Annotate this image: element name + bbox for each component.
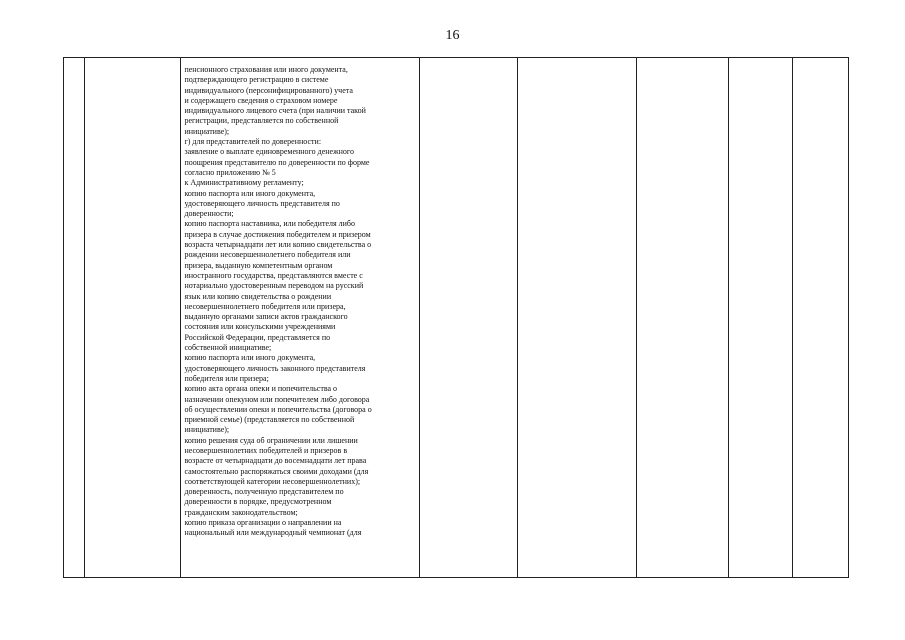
text-line: возраста четырнадцати лет или копию свидетельства о [184,240,372,250]
page-number: 16 [445,28,460,43]
text-line: согласно приложению № 5 [184,167,276,177]
text-line: подтверждающего регистрацию в системе [184,75,329,85]
text-line: соответствующей категории несовершеннолетних); [184,476,361,486]
text-line: самостоятельно распоряжаться своими доходами (для [184,466,369,476]
text-line: индивидуального лицевого счета (при наличии такой [184,106,366,116]
table-row [64,58,849,578]
text-line: доверенности; [184,209,234,219]
text-line: доверенности в порядке, предусмотренном [184,497,332,507]
text-line: призера, выданную компетентным органом [184,260,333,270]
text-line: копию акта органа опеки и попечительства о [184,384,338,394]
text-line: удостоверяющего личность законного представителя [184,363,366,373]
table-cell-6 [637,58,728,578]
text-line: г) для представителей по доверенности: [184,137,322,147]
text-line: возрасте от четырнадцати до восемнадцати лет права [184,456,367,466]
text-line: копию паспорта или иного документа, [184,188,316,198]
documents-list-cell [181,58,420,578]
text-line: копию паспорта или иного документа, [184,353,316,363]
text-line: выданную органами записи актов гражданского [184,312,348,322]
table-cell-7 [728,58,792,578]
text-line: копию решения суда об ограничении или лишении [184,435,358,445]
text-line: национальный или международный чемпионат (для [184,528,362,538]
table-cell-8 [792,58,848,578]
text-line: Российской Федерации, представляется по [184,332,331,342]
text-line: копию приказа организации о направлении на [184,518,342,528]
text-line: несовершеннолетних победителей и призеров в [184,445,348,455]
table-cell-5 [517,58,636,578]
text-line: назначении опекуном или попечителем либо договора [184,394,370,404]
table-cell-4 [420,58,517,578]
text-line: инициативе); [184,126,230,136]
table-cell-1 [64,58,85,578]
text-line: призера в случае достижения победителем и призером [184,229,371,239]
text-line: нотариально удостоверенным переводом на русский [184,281,364,291]
text-line: копию паспорта наставника, или победителя либо [184,219,356,229]
table-cell-2 [85,58,181,578]
text-line: язык или копию свидетельства о рождении [184,291,332,301]
text-line: инициативе); [184,425,230,435]
text-line: несовершеннолетнего победителя или призера, [184,301,346,311]
text-line: и содержащего сведения о страховом номере [184,95,338,105]
text-line: удостоверяющего личность представителя по [184,198,340,208]
text-line: иностранного государства, представляются вместе с [184,270,363,280]
text-line: пенсионного страхования или иного документа, [184,65,348,74]
text-line: состояния или консульскими учреждениями [184,322,336,332]
documents-list-text [181,58,419,539]
text-line: победителя или призера; [184,373,269,383]
document-table [63,57,849,578]
text-line: поощрения представителю по доверенности по форме [184,157,370,167]
text-line: рождении несовершеннолетнего победителя или [184,250,351,260]
text-line: приемной семье) (представляется по собственной [184,415,355,425]
text-line: собственной инициативе; [184,343,272,353]
text-line: доверенность, полученную представителем по [184,487,344,497]
text-line: регистрации, представляется по собственной [184,116,339,126]
text-line: заявление о выплате единовременного денежного [184,147,354,157]
text-line: об осуществлении опеки и попечительства (договора о [184,404,372,414]
text-line: к Административному регламенту; [184,178,304,188]
text-line: гражданским законодательством; [184,507,298,517]
text-line: индивидуального (персонифицированного) учета [184,85,353,95]
